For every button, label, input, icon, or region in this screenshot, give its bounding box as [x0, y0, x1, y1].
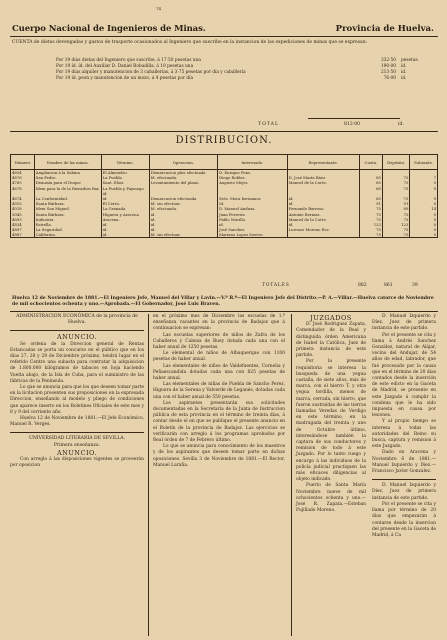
totals-label: TOTALES — [262, 283, 290, 288]
account-line — [56, 70, 436, 75]
table-cell: Industria. — [34, 217, 101, 222]
table-cell: 65 — [359, 180, 382, 185]
paragraph: D. José Rodriguez Zapata, Comendador de la Real y distinguida órden Americana de Isabel la Católica, Juez de primera instancia de este partido. — [296, 322, 366, 359]
distribution-table — [10, 154, 438, 238]
account-value: 190·00 — [380, 64, 396, 69]
universidad-title: UNIVERSIDAD LITERARIA DE SEVILLA. — [28, 436, 126, 442]
account-currency: pesetas. — [401, 58, 419, 63]
account-line — [56, 58, 436, 63]
table-cell: 75 — [382, 180, 409, 185]
col-header: Interesado. — [218, 155, 288, 170]
table-cell: id. — [101, 232, 149, 238]
table-cell: 123 — [359, 222, 382, 227]
table-cell: Id. — [218, 201, 288, 206]
paragraph: Le elemental de niños de Albuquerque con 1100 pesetas de haber anual. — [153, 351, 285, 363]
account-value: 332·50 — [380, 58, 396, 63]
column-administracion — [10, 314, 144, 469]
table-cell: Pablo Murillo. — [218, 217, 288, 222]
table-cell: 4676 — [11, 175, 35, 180]
table-cell: José Sanchez — [218, 227, 288, 232]
table-cell: Higuera y Aracena — [101, 212, 149, 217]
table-cell: La Granada. — [101, 206, 149, 211]
table-cell: 4654 — [11, 170, 35, 176]
distribution-title: DISTRIBUCION. — [175, 135, 273, 146]
table-cell: 5045 — [11, 212, 35, 217]
paragraph: Por la presente requisitoria se interesa la busqueda de una yegua castaña, de siete años, más de marca, con el hierro T, y otra yegua tordilla, menos de marca, cerrada, sin hierro, que fueron sustraídas de las tierras llamadas Veredas de Verdigo en este término, en la madrugada del treinta y uno de Octubre último, interesándose también la captura de sus conductores y remision de todo á este Juzgado. Por lo tanto ruego y encargo á las individuos de la policía judicial practiquen las más eficaces diligencias al objeto indicado. — [296, 359, 366, 483]
table-cell: id. — [287, 201, 359, 206]
table-cell: California. — [34, 232, 101, 238]
table-cell: 4918 — [11, 206, 35, 211]
table-cell: 75 — [359, 217, 382, 222]
table-cell: 75 — [359, 227, 382, 232]
table-cell: 4834 — [11, 222, 35, 227]
table-cell: D. José María Báez — [287, 175, 359, 180]
table-cell: 75 — [359, 212, 382, 217]
paragraph: Y al propio tiempo se interesa á todas las autoridades del Reino su busca, captura y remision á este Juzgado. — [372, 419, 436, 450]
table-cell: id. — [101, 196, 149, 201]
table-cell: Demasía para el Duque — [34, 180, 101, 185]
table-cell: 4678 — [11, 186, 35, 191]
table-cell: 75 — [382, 175, 409, 180]
table-cell: 4674 — [11, 196, 35, 201]
table-cell: D. Enrique Pons. — [218, 170, 288, 176]
paragraph: Los aspirantes presentarán sus solicitudes documentadas en la Secretaría de la Junta de Instruccion pública de esta provincia en el término de treinta días, á contar desde el en que se publique el presente anuncio en el Boletín de la provincia de Badajoz. Las ejercicios se verificarán con arreglo á los programas aprobados por Real órden de 7 de Febrero último. — [153, 400, 285, 444]
table-cell: El Almendro. — [101, 170, 149, 176]
table-cell: 91 — [359, 201, 382, 206]
table-cell: Demarcacion plus efectuada — [149, 170, 217, 176]
table-cell: Lorenzo Moreno Roc. — [287, 227, 359, 232]
table-cell: id. — [149, 227, 217, 232]
table-cell: 0 — [410, 212, 438, 217]
col-header: Depósito. — [382, 155, 409, 170]
table-cell: Manuel de la Corte. — [287, 217, 359, 222]
table-cell: Id. sin efectuar. — [149, 201, 217, 206]
table-cell: Antonio Bermas. — [287, 212, 359, 217]
header-rule — [10, 36, 438, 37]
header-right: Provincia de Huelva. — [335, 24, 434, 34]
table-cell: 4765 — [11, 180, 35, 185]
account-line — [56, 64, 436, 69]
signature-line: Huelva 12 de Noviembre de 1881.—El Ingeniero Jefe, Manuel del Villar y Lavin.—V.º B.º—El Ingeniero Jefe del Distrito.—P. A.—Villar.—Huelva catorce de Noviembre de mil ochocientos ochenta y uno.—Aprobada.—El Gobernador, José Luis Braven. — [12, 296, 434, 307]
table-cell: La Conformidad. — [34, 196, 101, 201]
account-value: 213·50 — [380, 70, 396, 75]
divider — [372, 479, 436, 480]
account-currency: íd. — [401, 64, 407, 69]
table-cell: La Seguridad. — [34, 227, 101, 232]
table-cell: Aracena. — [101, 217, 149, 222]
table-cell: 91 — [382, 201, 409, 206]
juzgados-heading: JUZGADOS — [310, 314, 352, 322]
sum-rule — [308, 118, 400, 119]
table-cell: 4893 — [11, 217, 35, 222]
table-cell: 75 — [359, 206, 382, 211]
col-header: Operacion. — [149, 155, 217, 170]
col-header: Representante. — [287, 155, 359, 170]
table-cell: Fernando Barroso. — [287, 206, 359, 211]
table-cell: 75 — [382, 196, 409, 201]
account-value: 76·00 — [383, 76, 396, 81]
paragraph: Huelva 12 de Noviembre de 1881.—El Jefe Económico, Manuel R. Verges. — [10, 416, 144, 428]
account-total-currency: íd. — [398, 122, 404, 127]
col-header: Nombre de las minas. — [34, 155, 101, 170]
column-divider — [291, 314, 292, 636]
table-cell: D. Manuel Anduza. — [218, 206, 288, 211]
account-text: Por 19 íd. peon y manutencion de un mozo, á 4 pesetas por día — [56, 76, 194, 81]
anuncio-heading: ANUNCIO. — [56, 333, 98, 342]
table-row — [11, 232, 438, 238]
account-text: Por 19 íd. íd. del Auxiliar D. Daniel Bobadilla, á 10 pesetas una — [56, 64, 194, 69]
table-cell: Sant. Eloiz — [101, 180, 149, 185]
table-cell: 75 — [359, 232, 382, 238]
col-header: Cuota. — [359, 155, 382, 170]
paragraph: en el próximo mes de Diciembre las escuelas de 1.ª enseñanza vacantes en la provincia de Badajoz que á continuacion se expresan: — [153, 314, 285, 332]
juzgados-left — [296, 314, 366, 539]
table-cell: 75 — [382, 212, 409, 217]
paragraph: Las elementales de niñas de Puebla de Sancho Perez, Higuera de la Serena y Valverde de Leganés, dotadas cada una con el haber anual de 550 pesetas. — [153, 382, 285, 400]
table-cell: 4887 — [11, 232, 35, 238]
section-rule — [10, 131, 438, 132]
paragraph: Puerto de Santa María Noviembre nueve de mil ochocientos ochenta y uno.—José R. Zapata.—Esteban Pujillado Moreno. — [296, 483, 366, 514]
paragraph: Por el presente se cita y llama por término de 20 días que empezarán á contarse desde la insercion del presente en la Gaceta de Madrid, á Ca — [372, 501, 436, 538]
anuncio-heading: ANUNCIO. — [56, 448, 98, 457]
paragraph: D. Manuel Izquierdo y Díez, Juez de primera instancia de este partido. — [372, 314, 436, 332]
page-number: 74 — [156, 6, 162, 11]
paragraph: Las escuelas superiores de niños de Zafra de los Caballeros y Cabeza de Buey dotada cada una con el haber anual de 1250 pesetas. — [153, 332, 285, 351]
table-cell: 123 — [382, 222, 409, 227]
table-cell: id. — [149, 212, 217, 217]
paragraph: Por el presente se cita y llama á Andrés Sanchez González, natural de Alájar, vecino del Andujar, de 54 años de edad, labrador, que fué procesado por la causa que en el término de 20 días contados desde la inserción de este edicto en la Gaceta de Madrid, se presente en este Juzgado á cumplir la condena que le ha sido impuesta en causa por lesiones. — [372, 332, 436, 419]
table-cell: Manuel de la Corte. — [287, 180, 359, 185]
table-cell — [287, 232, 359, 238]
paragraph: Dado en Aracena y Noviembre 6 de 1881.—Manuel Izquierdo y Díez.—Francisco Javier Gonzalez. — [372, 450, 436, 475]
table-cell: 75 — [382, 217, 409, 222]
paragraph: Se ordena de la Direccion general de Rentas Estancadas se porta un concurso en el público que en los días 27, 28 y 29 de Diciembre próximo, tendrá lugar en el referido Centro una subasta para contratar la adquisicion de 1.800.000 kilógramos de tabacos en hoja haciendo Vuelta abajo, de la Isla de Cuba, para el suministro de las fábricas de la Península. — [10, 341, 144, 384]
table-cell: 9 — [410, 186, 438, 191]
juzgados-right — [372, 314, 436, 539]
table-cell: 75 — [382, 227, 409, 232]
table-cell: El Cerro. — [101, 201, 149, 206]
table-cell: id. — [149, 217, 217, 222]
paragraph: Lo que se anuncia para conocimiento de los maestros y de los aspirantes que deseen tomar parte en dichas oposiciones. Sevilla 3 de Noviembre de 1881.—El Rector, Manuel Laraña. — [153, 444, 285, 468]
col-header: Número — [11, 155, 35, 170]
account-line — [56, 76, 436, 81]
table-cell: Juan Ferreira — [218, 212, 288, 217]
intro-text: CUENTA de dietas devengadas y gastos de trasporte ocasionados al Ingeniero que suscribe en la instancion de las expediciones de minas que se expresan: — [12, 40, 368, 45]
table-cell: Demarcacion efectuada — [149, 196, 217, 201]
universidad-sub: Primera enseñanza. — [53, 442, 101, 448]
table-cell: 0 — [410, 222, 438, 227]
table-cell: 14 — [410, 206, 438, 211]
table-cell: Estrella. — [34, 222, 101, 227]
table-cell: Santa Bárbara. — [34, 212, 101, 217]
column-juzgados — [296, 314, 436, 539]
table-cell: Id. efectuada. — [149, 206, 217, 211]
table-header-row — [11, 155, 438, 170]
table-cell: 0 — [410, 180, 438, 185]
table-cell: Ampliacion á la Sabina — [34, 170, 101, 176]
totals-cuota: 882 — [358, 283, 367, 288]
account-total-value: 812·00 — [344, 122, 361, 127]
columns-rule — [10, 311, 438, 312]
table-cell: 75 — [382, 232, 409, 238]
admin-title: ADMINISTRACION ECONÓMICA de la provincia de Huelva. — [16, 314, 138, 326]
table-cell: 9 — [410, 196, 438, 201]
table-cell: Id. sin efectuar. — [149, 232, 217, 238]
account-text: Por 19 días alquiler y manutencion de 3 caballerías, á 3·75 pesetas por día y caballería — [56, 70, 246, 75]
table-cell: id. — [101, 222, 149, 227]
table-cell: 0 — [410, 227, 438, 232]
table-cell: Levantamiento del plano. — [149, 180, 217, 185]
table-cell: 60 — [359, 186, 382, 191]
paragraph: Con arreglo á las disposiciones vigentes se proveerán por oposicion — [10, 457, 144, 469]
gazette-page — [8, 4, 440, 636]
account-text: Por 19 días dietas del Ingeniero que suscribe, á 17·50 pesetas una — [56, 58, 201, 63]
table-cell: Idem San Miguel. — [34, 206, 101, 211]
table-cell: Id. efectuada. — [149, 175, 217, 180]
table-cell: 75 — [382, 186, 409, 191]
totals-deposito: 861 — [384, 283, 393, 288]
table-cell: La Puebla — [101, 175, 149, 180]
table-cell: Augusto Mejer. — [218, 180, 288, 185]
account-currency: íd. — [401, 70, 407, 75]
table-cell: 0 — [410, 217, 438, 222]
col-header: Sobrante. — [410, 155, 438, 170]
table-cell: id. — [101, 191, 149, 196]
table-cell: 7 — [410, 175, 438, 180]
divider — [10, 330, 144, 331]
table-cell: 4915 — [11, 201, 35, 206]
table-cell: 0 — [410, 201, 438, 206]
paragraph: D. Manuel Izquierdo y Díez, Juez de primera instancia de este partido. — [372, 483, 436, 501]
table-cell: Diego Robles. — [218, 175, 288, 180]
paragraph: Lo que se anuncia para que los que deseen tomar parte en la licitacion presenten sus proposiciones en la expresada Direccion, enseñando al modelo y pliego de condiciones que aparece inserto en los Boletines Oficiales de este mes y 8 y 9 del corriente año. — [10, 385, 144, 415]
divider — [10, 432, 144, 433]
table-cell: Mariano Lopez Soerve. — [218, 232, 288, 238]
header-left: Cuerpo Nacional de Ingenieros de Minas. — [12, 24, 206, 34]
table-cell: id. — [218, 222, 288, 227]
paragraph: Las elementales de niños de Valdefuentes, Cornelia y Peñaescandida dotadas cada una con 825 pesetas de haber anual. — [153, 363, 285, 382]
table-cell: 4897 — [11, 227, 35, 232]
table-cell: Santa Bárbara. — [34, 201, 101, 206]
table-cell: San Pedro. — [34, 175, 101, 180]
table-cell: La Puebla y Paymogo — [101, 186, 149, 191]
table-cell: id. — [149, 222, 217, 227]
table-cell: Idem para la de la Remedios Bar. — [35, 185, 100, 191]
table-cell: id. — [287, 196, 359, 201]
totals-sobrante: 39 — [412, 283, 418, 288]
account-total-label: TOTAL — [258, 122, 280, 127]
table-cell: 85 — [359, 175, 382, 180]
table-cell: id. — [287, 222, 359, 227]
table-cell: Srés. Mora hermanos — [218, 196, 288, 201]
column-divider — [148, 314, 149, 636]
column-escuelas — [153, 314, 285, 469]
table-cell: 89 — [382, 206, 409, 211]
table-cell: 0 — [410, 232, 438, 238]
table-cell: 65 — [359, 196, 382, 201]
col-header: Término. — [101, 155, 149, 170]
account-currency: íd. — [401, 76, 407, 81]
table-cell: id. — [101, 227, 149, 232]
